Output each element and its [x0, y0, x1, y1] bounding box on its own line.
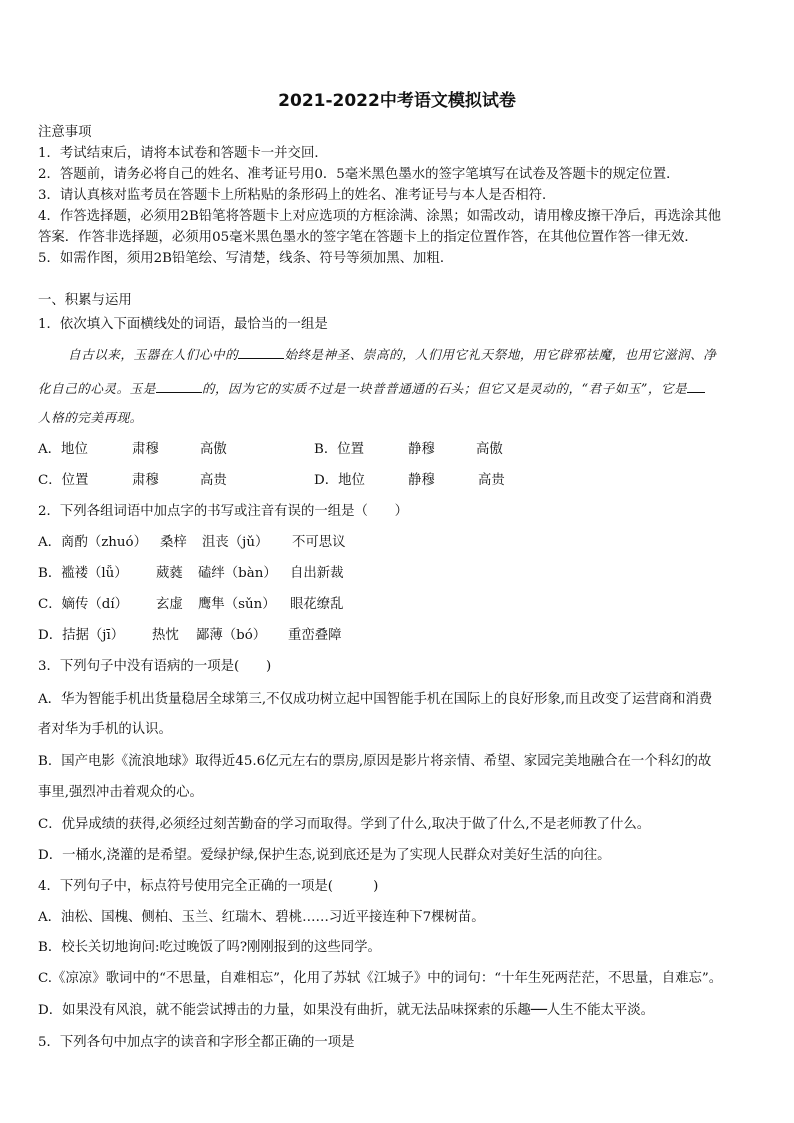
question-2-option — [38, 531, 760, 551]
question-4-stem: 4．下列句子中，标点符号使用完全正确的一项是( ) — [38, 879, 379, 894]
question-2-option — [38, 562, 760, 582]
passage-text: 化自己的心灵。玉是 — [38, 381, 156, 396]
option-text: C．嫡传（dí） — [38, 597, 129, 612]
question-3-stem: 3．下列句子中没有语病的一项是( ) — [38, 659, 272, 674]
option-text: 不可思议 — [292, 535, 346, 550]
passage-text: 自古以来，玉器在人们心中的 — [68, 347, 239, 362]
question-3-option-d: D．一桶水,浇灌的是希望。爱绿护绿,保护生态,说到底还是为了实现人民群众对美好生活的向往。 — [38, 848, 611, 863]
question-1-passage: 人格的完美再现。 — [38, 410, 143, 425]
notice-heading: 注意事项 — [38, 125, 92, 140]
question-3-option-c: C．优异成绩的获得,必须经过刻苦勤奋的学习而取得。学到了什么,取决于做了什么,不是老师教了什么。 — [38, 817, 651, 832]
question-2-option — [38, 593, 760, 613]
option-text: C．位置 — [38, 473, 89, 488]
option-text: 高傲 — [476, 442, 503, 457]
option-text: D．地位 — [314, 473, 365, 488]
option-text: 热忱 — [152, 628, 179, 643]
passage-text: 的，因为它的实质不过是一块普普通通的石头；但它又是灵动的，“君子如玉”，它是 — [201, 381, 688, 396]
option-text: 高贵 — [200, 473, 227, 488]
answer-blank — [238, 346, 284, 359]
notice-item: 2．答题前，请务必将自己的姓名、准考证号用0．5毫米黑色墨水的签字笔填写在试卷及答题卡的规定位置． — [38, 167, 680, 182]
option-text: 自出新裁 — [290, 566, 344, 581]
option-text: 鄙薄（bó） — [196, 628, 267, 643]
notice-item: 3．请认真核对监考员在答题卡上所粘贴的条形码上的姓名、准考证号与本人是否相符． — [38, 188, 556, 203]
section-heading: 一、积累与运用 — [38, 293, 132, 308]
notice-item: 答案．作答非选择题，必须用05毫米黑色墨水的签字笔在答题卡上的指定位置作答，在其他位置作答一律无效． — [38, 230, 698, 245]
question-2-option — [38, 624, 760, 644]
question-3-option-a: A．华为智能手机出货量稳居全球第三,不仅成功树立起中国智能手机在国际上的良好形象,而且改变了运营商和消费 — [38, 692, 713, 707]
option-text: 高傲 — [200, 442, 227, 457]
option-text: D．拮据（jī） — [38, 628, 125, 643]
option-text: B．褴褛（lǚ） — [38, 566, 128, 581]
option-text: 肃穆 — [132, 442, 159, 457]
option-text: 玄虚 — [156, 597, 183, 612]
option-text: B．位置 — [314, 442, 365, 457]
question-2-stem: 2．下列各组词语中加点字的书写或注音有误的一组是（ ） — [38, 504, 409, 519]
option-text: 鹰隼（sǔn） — [198, 597, 276, 612]
question-4-option-c: C.《凉凉》歌词中的“不思量，自难相忘”，化用了苏轼《江城子》中的词句：“十年生死两茫茫，不思量，自难忘”。 — [38, 971, 723, 986]
option-text: 磕绊（bàn） — [198, 566, 277, 581]
option-text: A．地位 — [38, 442, 88, 457]
option-text: 静穆 — [408, 442, 435, 457]
question-4-option-b: B．校长关切地询问:吃过晚饭了吗?刚刚报到的这些同学。 — [38, 940, 381, 955]
question-3-option-a-cont: 者对华为手机的认识。 — [38, 722, 172, 737]
option-text: 静穆 — [408, 473, 435, 488]
notice-item: 4．作答选择题，必须用2B铅笔将答题卡上对应选项的方框涂满、涂黑；如需改动，请用橡皮擦干净后，再选涂其他 — [38, 209, 722, 224]
option-text: 桑梓 — [160, 535, 187, 550]
option-text: 沮丧（jǔ） — [202, 535, 269, 550]
option-text: A．啇酌（zhuó） — [38, 535, 147, 550]
question-5-stem: 5．下列各句中加点字的读音和字形全都正确的一项是 — [38, 1035, 355, 1050]
exam-title: 2021-2022中考语文模拟试卷 — [278, 91, 516, 111]
option-text: 高贵 — [478, 473, 505, 488]
question-1-options-row — [38, 469, 760, 489]
notice-item: 1．考试结束后，请将本试卷和答题卡一并交回． — [38, 146, 328, 161]
question-4-option-d: D．如果没有风浪，就不能尝试搏击的力量，如果没有曲折，就无法品味探索的乐趣──人生不能太平淡。 — [38, 1003, 655, 1018]
answer-blank — [156, 380, 202, 393]
question-4-option-a: A．油松、国槐、侧柏、玉兰、红瑞木、碧桃……习近平接连种下7棵树苗。 — [38, 910, 485, 925]
question-1-passage — [38, 378, 760, 397]
option-text: 重峦叠障 — [288, 628, 342, 643]
answer-blank — [687, 380, 705, 393]
question-1-options-row — [38, 438, 760, 458]
notice-item: 5．如需作图，须用2B铅笔绘、写清楚，线条、符号等须加黑、加粗． — [38, 251, 454, 266]
question-1-passage — [68, 344, 760, 363]
question-3-option-b-cont: 事里,强烈冲击着观众的心。 — [38, 785, 203, 800]
option-text: 葳蕤 — [156, 566, 183, 581]
question-3-option-b: B．国产电影《流浪地球》取得近45.6亿元左右的票房,原因是影片将亲情、希望、家园完美地融合在一个科幻的故 — [38, 754, 712, 769]
question-1-stem: 1．依次填入下面横线处的词语，最恰当的一组是 — [38, 317, 328, 332]
passage-text: 始终是神圣、崇高的，人们用它礼天祭地，用它辟邪祛魔，也用它滋润、净 — [284, 347, 717, 362]
option-text: 肃穆 — [132, 473, 159, 488]
option-text: 眼花缭乱 — [290, 597, 344, 612]
